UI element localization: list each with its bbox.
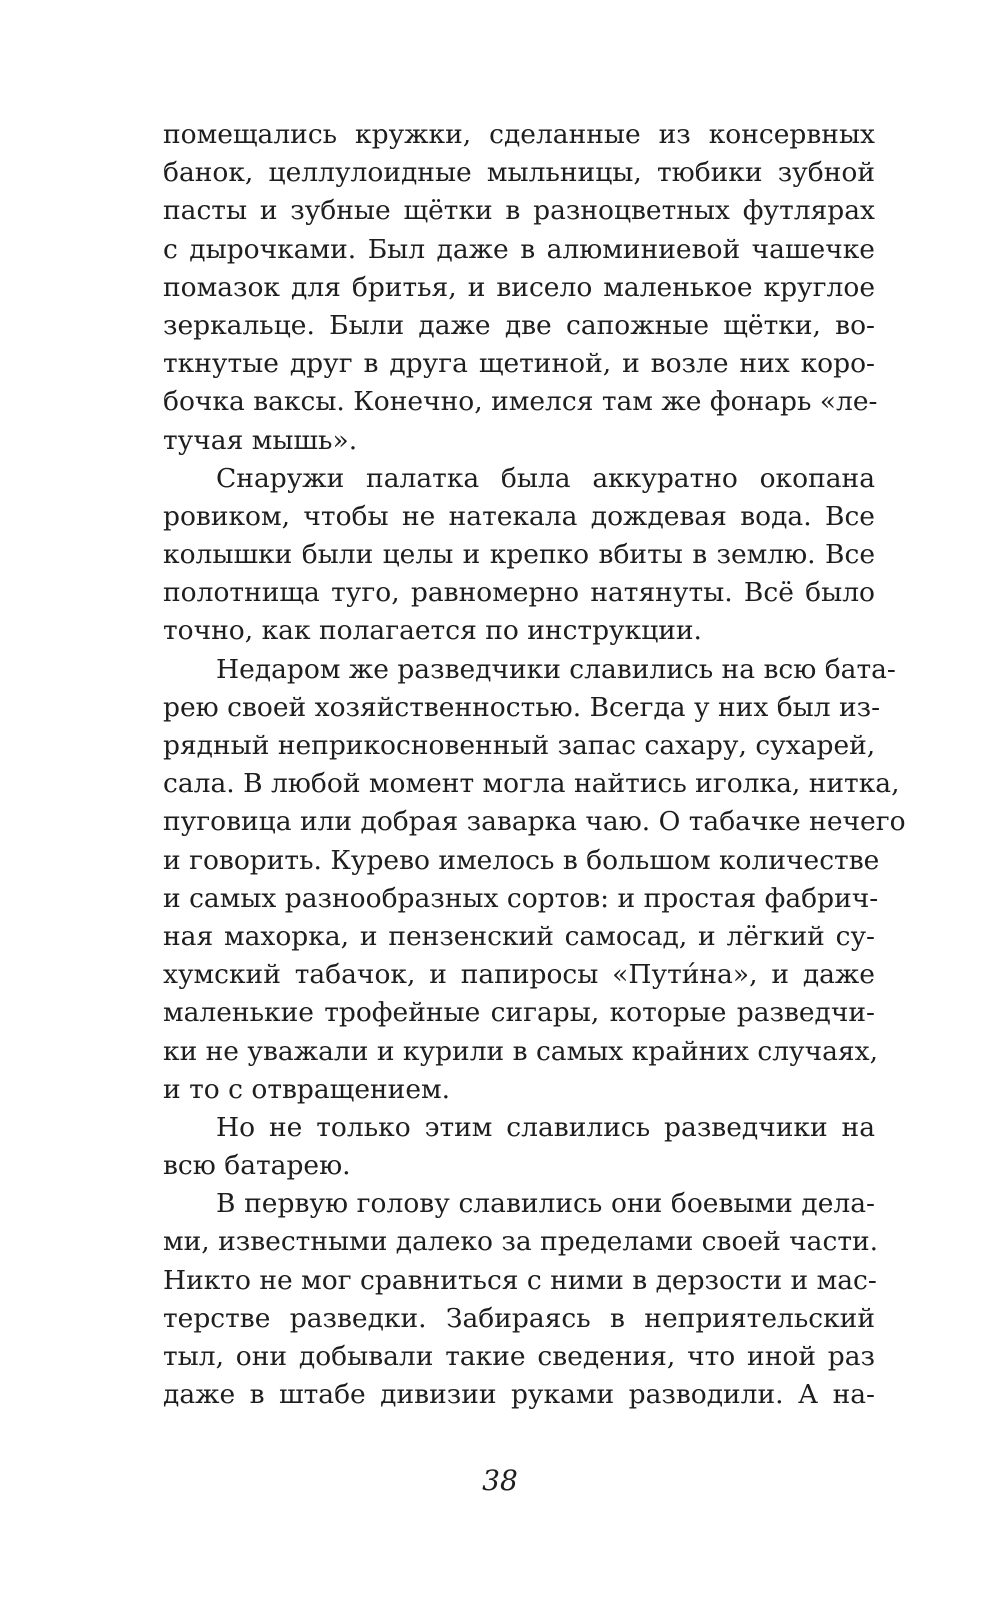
text-line: и самых разнообразных сортов: и простая фабрич- xyxy=(163,882,879,914)
text-line: колышки были целы и крепко вбиты в землю. Все xyxy=(163,539,875,571)
paragraph xyxy=(163,1109,875,1185)
text-line: и то с отвращением. xyxy=(163,1073,451,1105)
text-line: терстве разведки. Забираясь в неприятельский xyxy=(163,1302,875,1334)
text-line: Недаром же разведчики славились на всю бата- xyxy=(216,653,896,685)
paragraph xyxy=(163,651,906,1109)
paragraph xyxy=(163,116,878,460)
body-text xyxy=(163,116,906,1414)
text-line: ки не уважали и курили в самых крайних случаях, xyxy=(163,1035,879,1067)
text-line: точно, как полагается по инструкции. xyxy=(163,615,702,647)
text-line: помещались кружки, сделанные из консервных xyxy=(163,119,875,150)
text-line: ная махорка, и пензенский самосад, и лёгкий су- xyxy=(163,920,875,952)
text-line: маленькие трофейные сигары, которые разведчи- xyxy=(163,997,875,1029)
text-line: тучая мышь». xyxy=(163,424,358,456)
text-line: ровиком, чтобы не натекала дождевая вода. Все xyxy=(163,500,875,532)
text-line: сала. В любой момент могла найтись иголка, нитка, xyxy=(163,768,900,800)
text-line: Снаружи палатка была аккуратно окопана xyxy=(216,462,875,494)
text-line: тыл, они добывали такие сведения, что иной раз xyxy=(163,1341,875,1372)
text-line: В первую голову славились они боевыми дела- xyxy=(216,1188,875,1220)
text-line: банок, целлулоидные мыльницы, тюбики зубной xyxy=(163,157,875,189)
text-line: даже в штабе дивизии руками разводили. А на- xyxy=(163,1379,875,1411)
paragraph xyxy=(163,1185,879,1414)
text-line: ми, известными далеко за пределами своей части. xyxy=(163,1226,879,1258)
text-line: Никто не мог сравниться с ними в дерзости и мас- xyxy=(163,1264,877,1296)
text-line: пуговица или добрая заварка чаю. О табачке нечего xyxy=(163,806,906,838)
text-line: бочка ваксы. Конечно, имелся там же фонарь «ле- xyxy=(163,386,878,418)
text-line: полотнища туго, равномерно натянуты. Всё было xyxy=(163,577,875,609)
text-line: пасты и зубные щётки в разноцветных футлярах xyxy=(163,195,875,227)
text-line: рядный неприкосновенный запас сахару, сухарей, xyxy=(163,730,876,761)
text-line: ткнутые друг в друга щетиной, и возле них коро- xyxy=(163,348,875,380)
text-line: Но не только этим славились разведчики на xyxy=(216,1111,875,1143)
text-line: и говорить. Курево имелось в большом количестве xyxy=(163,844,880,876)
text-line: с дырочками. Был даже в алюминиевой чашечке xyxy=(163,233,875,265)
text-line: всю батарею. xyxy=(163,1150,351,1182)
text-line: хумский табачок, и папиросы «Пути́на», и даже xyxy=(163,959,875,991)
text-line: зеркальце. Были даже две сапожные щётки, во- xyxy=(163,309,875,341)
paragraph xyxy=(163,460,875,651)
text-line: рею своей хозяйственностью. Всегда у них был из- xyxy=(163,691,881,723)
text-line: помазок для бритья, и висело маленькое круглое xyxy=(163,271,875,303)
page-number: 38 xyxy=(482,1464,518,1497)
